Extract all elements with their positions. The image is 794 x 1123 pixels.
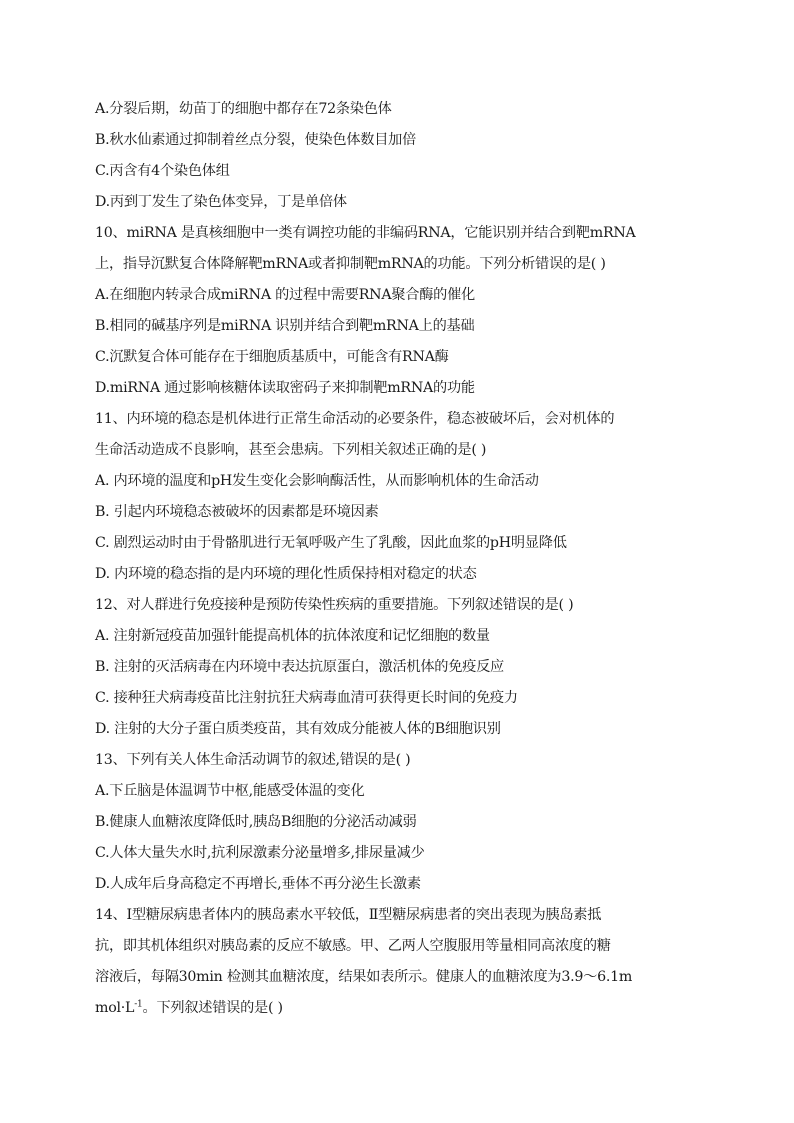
q10-option-c: C.沉默复合体可能存在于细胞质基质中，可能含有RNA酶	[95, 349, 449, 365]
question-11	[95, 404, 695, 590]
question-12	[95, 590, 695, 745]
question-10	[95, 218, 695, 404]
q12-option-c: C. 接种狂犬病毒疫苗比注射抗狂犬病毒血清可获得更长时间的免疫力	[95, 690, 518, 706]
q10-stem-line-1: 10、miRNA 是真核细胞中一类有调控功能的非编码RNA，它能识别并结合到靶mRNA	[95, 225, 636, 241]
question-13	[95, 745, 695, 900]
q14-stem-line-4	[95, 993, 695, 1024]
q14-stem-line-2: 抗，即其机体组织对胰岛素的反应不敏感。甲、乙两人空腹服用等量相同高浓度的糖	[95, 938, 611, 954]
q12-stem: 12、对人群进行免疫接种是预防传染性疾病的重要措施。下列叙述错误的是( )	[95, 597, 574, 613]
q13-option-d: D.人成年后身高稳定不再增长,垂体不再分泌生长激素	[95, 876, 421, 892]
q12-option-a: A. 注射新冠疫苗加强针能提高机体的抗体浓度和记忆细胞的数量	[95, 628, 490, 644]
q14-stem-line-1: 14、Ⅰ型糖尿病患者体内的胰岛素水平较低，Ⅱ型糖尿病患者的突出表现为胰岛素抵	[95, 907, 602, 923]
question-14	[95, 900, 695, 1024]
q13-stem: 13、下列有关人体生命活动调节的叙述,错误的是( )	[95, 752, 411, 768]
q9-option-d: D.丙到丁发生了染色体变异，丁是单倍体	[95, 194, 347, 210]
q10-stem-line-2: 上，指导沉默复合体降解靶mRNA或者抑制靶mRNA的功能。下列分析错误的是( )	[95, 256, 606, 272]
question-9-options	[95, 94, 695, 218]
q14-stem-line-3: 溶液后，每隔30min 检测其血糖浓度，结果如表所示。健康人的血糖浓度为3.9～6.1m	[95, 969, 633, 985]
q14-unit: mol·L	[95, 1000, 135, 1016]
q11-option-c: C. 剧烈运动时由于骨骼肌进行无氧呼吸产生了乳酸，因此血浆的pH明显降低	[95, 535, 567, 551]
q13-option-a: A.下丘脑是体温调节中枢,能感受体温的变化	[95, 783, 365, 799]
q11-option-b: B. 引起内环境稳态被破坏的因素都是环境因素	[95, 504, 379, 520]
q11-stem-line-1: 11、内环境的稳态是机体进行正常生命活动的必要条件，稳态被破坏后，会对机体的	[95, 411, 615, 427]
q12-option-b: B. 注射的灭活病毒在内环境中表达抗原蛋白，激活机体的免疫反应	[95, 659, 504, 675]
q14-stem-tail: 。下列叙述错误的是( )	[142, 1000, 283, 1016]
q13-option-c: C.人体大量失水时,抗利尿激素分泌量增多,排尿量减少	[95, 845, 425, 861]
exam-page	[95, 94, 695, 1024]
q10-option-d: D.miRNA 通过影响核糖体读取密码子来抑制靶mRNA的功能	[95, 380, 475, 396]
q11-option-a: A. 内环境的温度和pH发生变化会影响酶活性，从而影响机体的生命活动	[95, 473, 539, 489]
q10-option-b: B.相同的碱基序列是miRNA 识别并结合到靶mRNA上的基础	[95, 318, 475, 334]
q14-unit-exponent: -1	[134, 999, 143, 1010]
q9-option-b: B.秋水仙素通过抑制着丝点分裂，使染色体数目加倍	[95, 132, 417, 148]
q12-option-d: D. 注射的大分子蛋白质类疫苗，其有效成分能被人体的B细胞识别	[95, 721, 501, 737]
q11-stem-line-2: 生命活动造成不良影响，甚至会患病。下列相关叙述正确的是( )	[95, 442, 487, 458]
q13-option-b: B.健康人血糖浓度降低时,胰岛B细胞的分泌活动减弱	[95, 814, 417, 830]
q9-option-a: A.分裂后期，幼苗丁的细胞中都存在72条染色体	[95, 101, 392, 117]
q10-option-a: A.在细胞内转录合成miRNA 的过程中需要RNA聚合酶的催化	[95, 287, 475, 303]
q11-option-d: D. 内环境的稳态指的是内环境的理化性质保持相对稳定的状态	[95, 566, 477, 582]
q9-option-c: C.丙含有4个染色体组	[95, 163, 230, 179]
